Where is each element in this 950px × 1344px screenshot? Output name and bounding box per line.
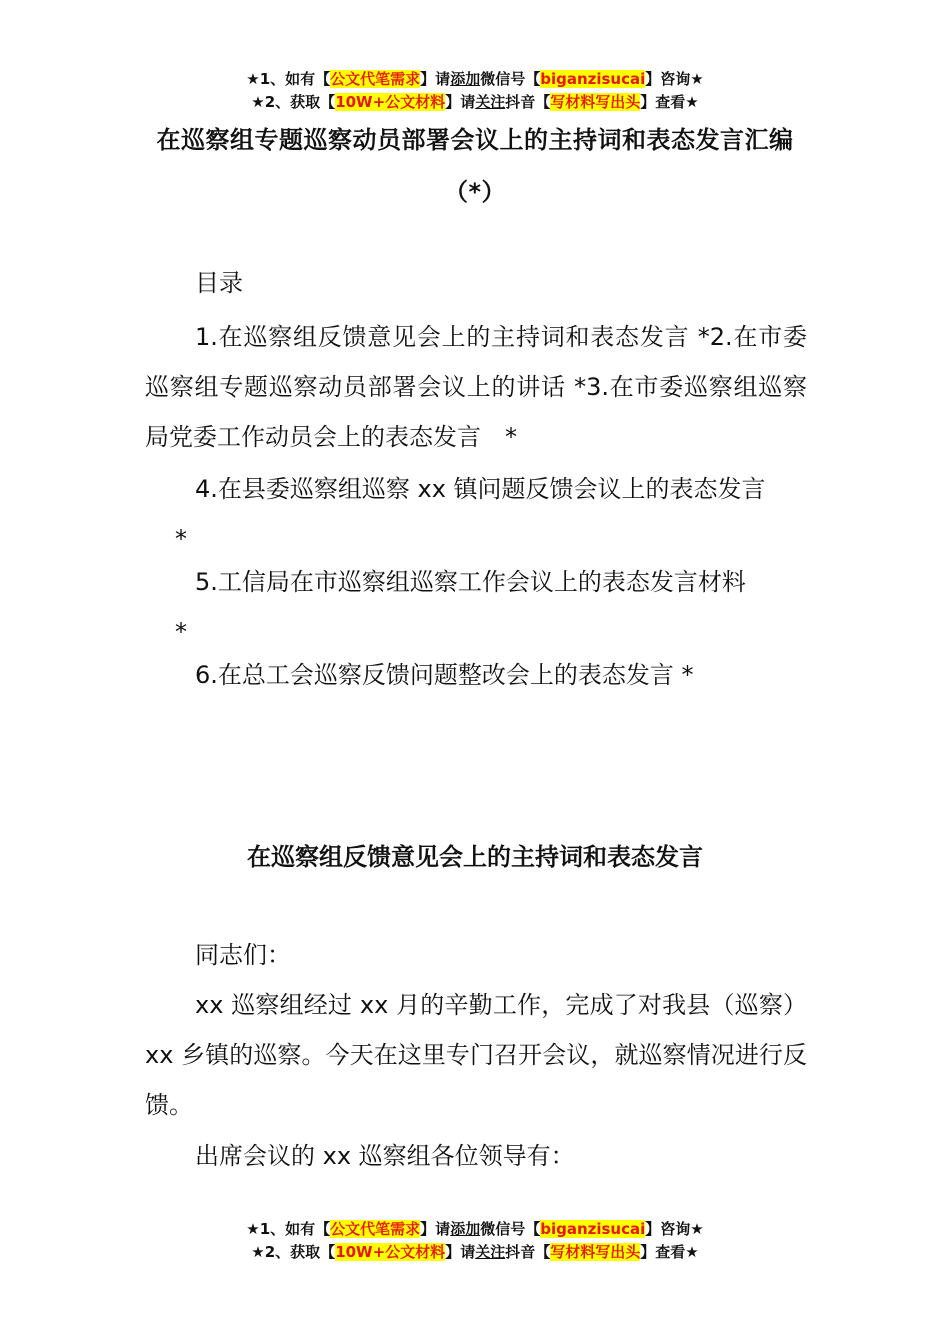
toc-item: 1.在巡察组反馈意见会上的主持词和表态发言 *2.在市委巡察组专题巡察动员部署会议上的讲话 *3.在市委巡察组巡察局党委工作动员会上的表态发言 * bbox=[145, 323, 807, 451]
promo-text: 】查看★ bbox=[640, 1243, 699, 1261]
promo-highlight: 公文代笔需求 bbox=[330, 1220, 421, 1238]
promo-line-2 bbox=[0, 91, 950, 114]
body-paragraph: xx 巡察组经过 xx 月的辛勤工作，完成了对我县（巡察）xx 乡镇的巡察。今天在这里专门召开会议，就巡察情况进行反馈。 bbox=[145, 991, 807, 1119]
toc-item-text: 5.工信局在市巡察组巡察工作会议上的表态发言材料 bbox=[195, 568, 746, 596]
toc-heading: 目录 bbox=[195, 269, 243, 297]
promo-highlight-wechat-id: biganzisucai bbox=[540, 70, 646, 88]
promo-text: 】请 bbox=[420, 70, 451, 88]
toc-item-marker: * bbox=[175, 618, 187, 646]
promo-text: 】请 bbox=[445, 93, 476, 111]
promo-text: ★2、获取【 bbox=[251, 93, 336, 111]
promo-text: ★1、如有【 bbox=[246, 70, 331, 88]
promo-text: 】请 bbox=[420, 1220, 451, 1238]
promo-banner-top bbox=[0, 68, 950, 114]
promo-text: 】咨询★ bbox=[645, 1220, 704, 1238]
toc-item bbox=[145, 464, 807, 564]
promo-text: 】请 bbox=[445, 1243, 476, 1261]
body-paragraph: 同志们： bbox=[195, 941, 291, 969]
promo-banner-bottom bbox=[0, 1218, 950, 1264]
promo-underlined: 关注 bbox=[475, 93, 506, 111]
promo-line-1 bbox=[0, 1218, 950, 1241]
toc-item-marker: * bbox=[175, 525, 187, 553]
promo-line-2 bbox=[0, 1241, 950, 1264]
toc-item bbox=[145, 557, 807, 657]
document-title: 在巡察组专题巡察动员部署会议上的主持词和表态发言汇编（*） bbox=[156, 126, 794, 206]
toc-item: 6.在总工会巡察反馈问题整改会上的表态发言 * bbox=[195, 661, 694, 689]
promo-text: ★1、如有【 bbox=[246, 1220, 331, 1238]
promo-highlight-douyin-id: 写材料写出头 bbox=[550, 1243, 641, 1261]
toc-item-text: 4.在县委巡察组巡察 xx 镇问题反馈会议上的表态发言 bbox=[195, 475, 766, 503]
body-paragraph: 出席会议的 xx 巡察组各位领导有： bbox=[195, 1142, 575, 1170]
promo-line-1 bbox=[0, 68, 950, 91]
promo-underlined: 添加 bbox=[450, 1220, 481, 1238]
promo-text: 微信号【 bbox=[480, 70, 541, 88]
promo-highlight-wechat-id: biganzisucai bbox=[540, 1220, 646, 1238]
promo-underlined: 添加 bbox=[450, 70, 481, 88]
promo-highlight: 公文代笔需求 bbox=[330, 70, 421, 88]
section-title: 在巡察组反馈意见会上的主持词和表态发言 bbox=[247, 843, 703, 871]
promo-text: ★2、获取【 bbox=[251, 1243, 336, 1261]
promo-highlight: 10W+公文材料 bbox=[335, 1243, 446, 1261]
promo-highlight-douyin-id: 写材料写出头 bbox=[550, 93, 641, 111]
promo-text: 抖音【 bbox=[505, 1243, 551, 1261]
promo-highlight: 10W+公文材料 bbox=[335, 93, 446, 111]
promo-text: 抖音【 bbox=[505, 93, 551, 111]
promo-text: 微信号【 bbox=[480, 1220, 541, 1238]
promo-text: 】咨询★ bbox=[645, 70, 704, 88]
promo-underlined: 关注 bbox=[475, 1243, 506, 1261]
promo-text: 】查看★ bbox=[640, 93, 699, 111]
